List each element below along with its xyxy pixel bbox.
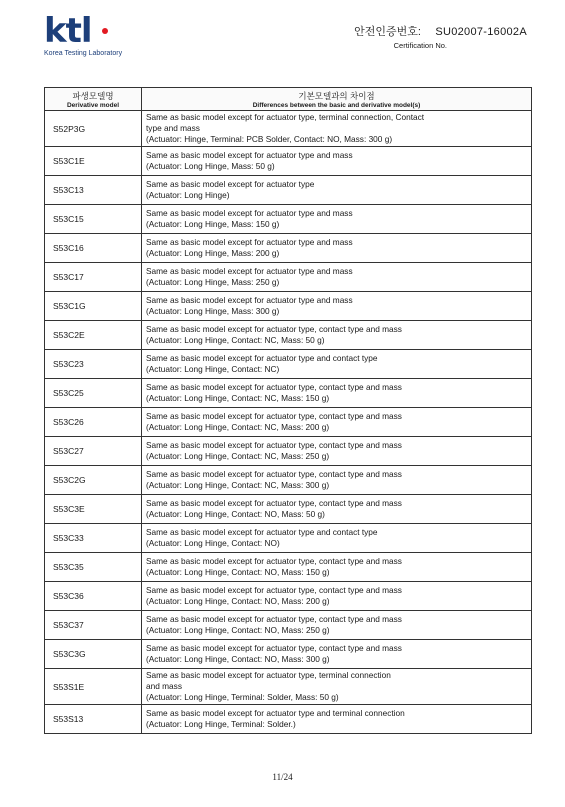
- difference-cell: [142, 176, 532, 205]
- difference-line: Same as basic model except for actuator type, contact type and mass: [146, 498, 402, 508]
- difference-line: Same as basic model except for actuator type and mass: [146, 295, 353, 305]
- table-row: [45, 350, 532, 379]
- table-row: [45, 205, 532, 234]
- table-row: [45, 640, 532, 669]
- table-header-row: [45, 88, 532, 111]
- col1-ko: 파생모델명: [72, 90, 114, 101]
- model-cell: S53C26: [45, 408, 142, 437]
- cert-label-ko: 안전인증번호:: [354, 26, 421, 38]
- table-row: [45, 582, 532, 611]
- difference-cell: [142, 640, 532, 669]
- model-cell: S53C2E: [45, 321, 142, 350]
- difference-cell: [142, 292, 532, 321]
- col-header-model: [45, 88, 142, 111]
- col2-ko: 기본모델과의 차이점: [298, 90, 375, 101]
- difference-line: Same as basic model except for actuator type: [146, 179, 315, 189]
- difference-cell: [142, 379, 532, 408]
- table-row: [45, 611, 532, 640]
- difference-cell: [142, 705, 532, 734]
- table-row: [45, 437, 532, 466]
- certification-block: [354, 22, 527, 50]
- difference-line: Same as basic model except for actuator type and contact type: [146, 353, 378, 363]
- model-cell: S53S1E: [45, 669, 142, 705]
- difference-line: Same as basic model except for actuator type, contact type and mass: [146, 556, 402, 566]
- table-row: [45, 379, 532, 408]
- col2-en: Differences between the basic and derivative model(s): [252, 101, 421, 109]
- difference-line: (Actuator: Long Hinge, Contact: NO): [146, 538, 280, 548]
- model-cell: S53C13: [45, 176, 142, 205]
- logo-dot: [102, 28, 108, 34]
- difference-line: (Actuator: Long Hinge, Mass: 200 g): [146, 248, 280, 258]
- col-header-differences: [142, 88, 532, 111]
- model-cell: S53C27: [45, 437, 142, 466]
- difference-cell: [142, 111, 532, 147]
- difference-cell: [142, 553, 532, 582]
- page-number: 11/24: [272, 772, 293, 782]
- difference-line: (Actuator: Long Hinge, Mass: 150 g): [146, 219, 280, 229]
- table-row: [45, 524, 532, 553]
- table-row: [45, 234, 532, 263]
- model-cell: S53C17: [45, 263, 142, 292]
- model-cell: S53C2G: [45, 466, 142, 495]
- difference-line: (Actuator: Long Hinge, Mass: 50 g): [146, 161, 275, 171]
- table-row: [45, 147, 532, 176]
- difference-line: (Actuator: Long Hinge, Contact: NO, Mass: 150 g): [146, 567, 330, 577]
- difference-cell: [142, 263, 532, 292]
- difference-line: Same as basic model except for actuator type, contact type and mass: [146, 382, 402, 392]
- difference-line: Same as basic model except for actuator type, contact type and mass: [146, 440, 402, 450]
- model-cell: S53C1G: [45, 292, 142, 321]
- difference-line: (Actuator: Long Hinge, Terminal: Solder, Mass: 50 g): [146, 692, 339, 702]
- difference-line: Same as basic model except for actuator type, contact type and mass: [146, 585, 402, 595]
- difference-line: Same as basic model except for actuator type, terminal connection, Contact: [146, 112, 425, 122]
- difference-cell: [142, 350, 532, 379]
- difference-line: (Actuator: Long Hinge, Contact: NC, Mass: 50 g): [146, 335, 325, 345]
- difference-line: (Actuator: Long Hinge, Contact: NO, Mass: 250 g): [146, 625, 330, 635]
- difference-line: (Actuator: Long Hinge, Contact: NC, Mass: 150 g): [146, 393, 330, 403]
- cert-label-en: Certification No.: [393, 41, 447, 50]
- table-row: [45, 321, 532, 350]
- difference-line: (Actuator: Long Hinge, Contact: NC, Mass: 250 g): [146, 451, 330, 461]
- difference-line: Same as basic model except for actuator type, contact type and mass: [146, 643, 402, 653]
- table-row: [45, 705, 532, 734]
- difference-line: Same as basic model except for actuator type and terminal connection: [146, 708, 405, 718]
- difference-line: (Actuator: Long Hinge, Contact: NC, Mass: 200 g): [146, 422, 330, 432]
- table-row: [45, 495, 532, 524]
- difference-cell: [142, 611, 532, 640]
- cert-number: SU02007-16002A: [435, 26, 527, 38]
- difference-line: type and mass: [146, 123, 200, 133]
- difference-line: (Actuator: Long Hinge, Contact: NC, Mass: 300 g): [146, 480, 330, 490]
- difference-cell: [142, 495, 532, 524]
- difference-cell: [142, 437, 532, 466]
- table-row: [45, 553, 532, 582]
- difference-cell: [142, 669, 532, 705]
- difference-line: (Actuator: Long Hinge, Contact: NO, Mass: 200 g): [146, 596, 330, 606]
- model-cell: S52P3G: [45, 111, 142, 147]
- ktl-logo: [44, 11, 154, 64]
- model-cell: S53C3G: [45, 640, 142, 669]
- table-row: [45, 669, 532, 705]
- difference-line: (Actuator: Long Hinge, Contact: NC): [146, 364, 280, 374]
- difference-cell: [142, 321, 532, 350]
- difference-cell: [142, 524, 532, 553]
- table-row: [45, 292, 532, 321]
- model-cell: S53C1E: [45, 147, 142, 176]
- table-row: [45, 111, 532, 147]
- difference-cell: [142, 466, 532, 495]
- model-cell: S53C35: [45, 553, 142, 582]
- model-cell: S53C25: [45, 379, 142, 408]
- difference-line: Same as basic model except for actuator type, contact type and mass: [146, 614, 402, 624]
- model-cell: S53C3E: [45, 495, 142, 524]
- model-cell: S53C23: [45, 350, 142, 379]
- model-cell: S53C33: [45, 524, 142, 553]
- difference-line: Same as basic model except for actuator type and mass: [146, 208, 353, 218]
- difference-line: Same as basic model except for actuator type and mass: [146, 266, 353, 276]
- model-cell: S53S13: [45, 705, 142, 734]
- logo-subtitle: Korea Testing Laboratory: [44, 50, 123, 57]
- difference-cell: [142, 234, 532, 263]
- difference-cell: [142, 582, 532, 611]
- difference-cell: [142, 147, 532, 176]
- difference-line: Same as basic model except for actuator type and contact type: [146, 527, 378, 537]
- difference-line: (Actuator: Long Hinge, Contact: NO, Mass: 300 g): [146, 654, 330, 664]
- difference-line: (Actuator: Long Hinge, Mass: 250 g): [146, 277, 280, 287]
- difference-cell: [142, 205, 532, 234]
- difference-line: (Actuator: Long Hinge, Contact: NO, Mass: 50 g): [146, 509, 325, 519]
- model-cell: S53C16: [45, 234, 142, 263]
- difference-line: (Actuator: Long Hinge, Mass: 300 g): [146, 306, 280, 316]
- difference-cell: [142, 408, 532, 437]
- model-cell: S53C37: [45, 611, 142, 640]
- difference-line: Same as basic model except for actuator type, terminal connection: [146, 670, 391, 680]
- difference-line: and mass: [146, 681, 182, 691]
- logo-text: ktl: [44, 11, 92, 51]
- derivative-model-table: [44, 87, 532, 734]
- difference-line: (Actuator: Long Hinge): [146, 190, 230, 200]
- difference-line: (Actuator: Hinge, Terminal: PCB Solder, Contact: NO, Mass: 300 g): [146, 134, 393, 144]
- table-row: [45, 176, 532, 205]
- table-row: [45, 466, 532, 495]
- model-cell: S53C15: [45, 205, 142, 234]
- table-row: [45, 408, 532, 437]
- difference-line: Same as basic model except for actuator type and mass: [146, 150, 353, 160]
- table-row: [45, 263, 532, 292]
- difference-line: Same as basic model except for actuator type, contact type and mass: [146, 469, 402, 479]
- difference-line: Same as basic model except for actuator type and mass: [146, 237, 353, 247]
- model-cell: S53C36: [45, 582, 142, 611]
- difference-line: Same as basic model except for actuator type, contact type and mass: [146, 324, 402, 334]
- difference-line: (Actuator: Long Hinge, Terminal: Solder.): [146, 719, 296, 729]
- col1-en: Derivative model: [66, 101, 120, 109]
- difference-line: Same as basic model except for actuator type, contact type and mass: [146, 411, 402, 421]
